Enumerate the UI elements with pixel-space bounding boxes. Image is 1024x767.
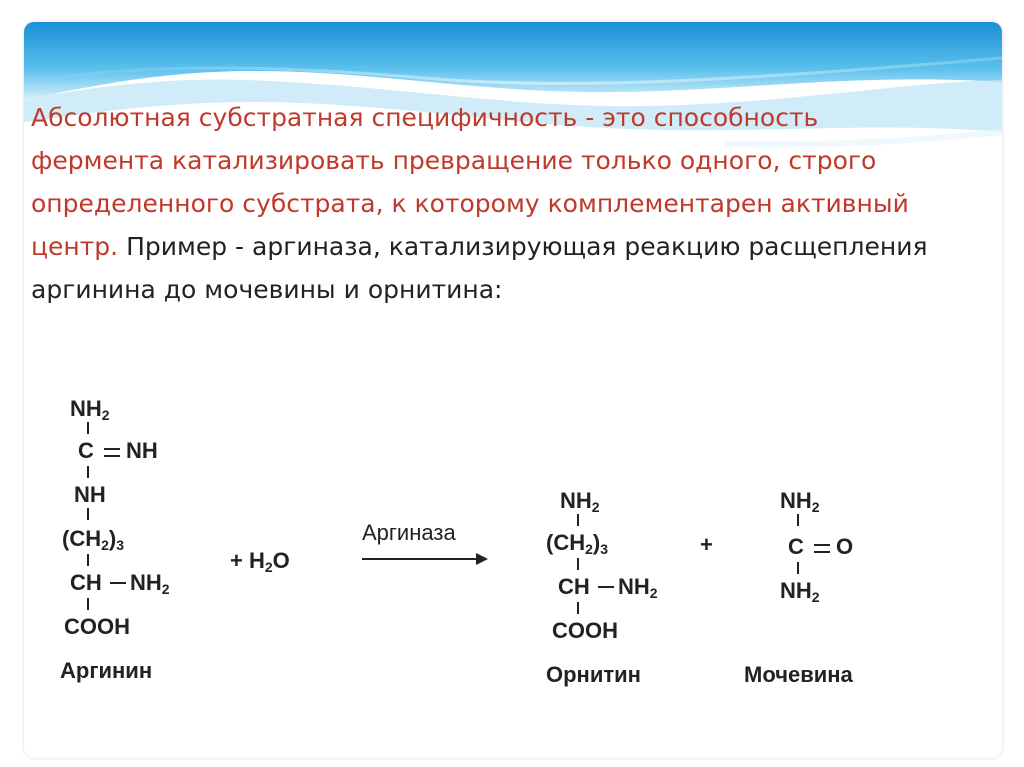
definition-example-part: Пример - аргиназа, катализирующая реакцию расщепления аргинина до мочевины и орнитина: (31, 232, 928, 304)
urea-o: O (836, 534, 854, 559)
ornithine-name: Орнитин (546, 662, 641, 687)
bond (87, 508, 89, 520)
ornithine-ch2-chain: $(CH_2)_3$ (546, 530, 609, 557)
arginine-ch: CH (70, 570, 102, 595)
ornithine-nh2-side: $NH_2$ (618, 574, 658, 601)
bond (87, 466, 89, 478)
urea-nh2-top: $NH_2$ (780, 488, 820, 515)
arginine-nh2-top: $NH_2$ (70, 396, 110, 423)
reaction-scheme (24, 362, 1002, 722)
bond (87, 422, 89, 434)
urea-name: Мочевина (744, 662, 853, 687)
enzyme-label: Аргиназа (362, 520, 456, 545)
double-bond-top (104, 448, 120, 450)
urea-c: C (788, 534, 804, 559)
arginine-imine: NH (126, 438, 158, 463)
ornithine-cooh: COOH (552, 618, 618, 643)
bond (598, 586, 614, 588)
arginine-name: Аргинин (60, 658, 153, 683)
bond (577, 602, 579, 614)
arginine-c: C (78, 438, 94, 463)
water-reactant: + $H_2O$ (230, 548, 290, 575)
urea-nh2-bottom: $NH_2$ (780, 578, 820, 605)
reaction-arrow-line (362, 558, 478, 560)
bond (797, 514, 799, 526)
double-bond-top (814, 544, 830, 546)
bond (577, 558, 579, 570)
ornithine-ch: CH (558, 574, 590, 599)
arginine-ch2-chain: $(CH_2)_3$ (62, 526, 125, 553)
double-bond-bottom (814, 551, 830, 553)
bond (110, 582, 126, 584)
bond (577, 514, 579, 526)
double-bond-bottom (104, 455, 120, 457)
arginine-nh2-side: $NH_2$ (130, 570, 170, 597)
arginine-nh: NH (74, 482, 106, 507)
arginine-cooh: COOH (64, 614, 130, 639)
slide (24, 22, 1002, 758)
bond (87, 598, 89, 610)
bond (797, 562, 799, 574)
definition-red-part: Абсолютная субстратная специфичность - это способность фермента катализировать превращение только одного, строго определенного субстрата, к которому комплементарен активный центр. (31, 103, 909, 261)
bond (87, 554, 89, 566)
definition-text (31, 96, 951, 311)
ornithine-nh2-top: $NH_2$ (560, 488, 600, 515)
plus-sign: + (700, 532, 713, 557)
reaction-arrow-head (476, 553, 488, 565)
